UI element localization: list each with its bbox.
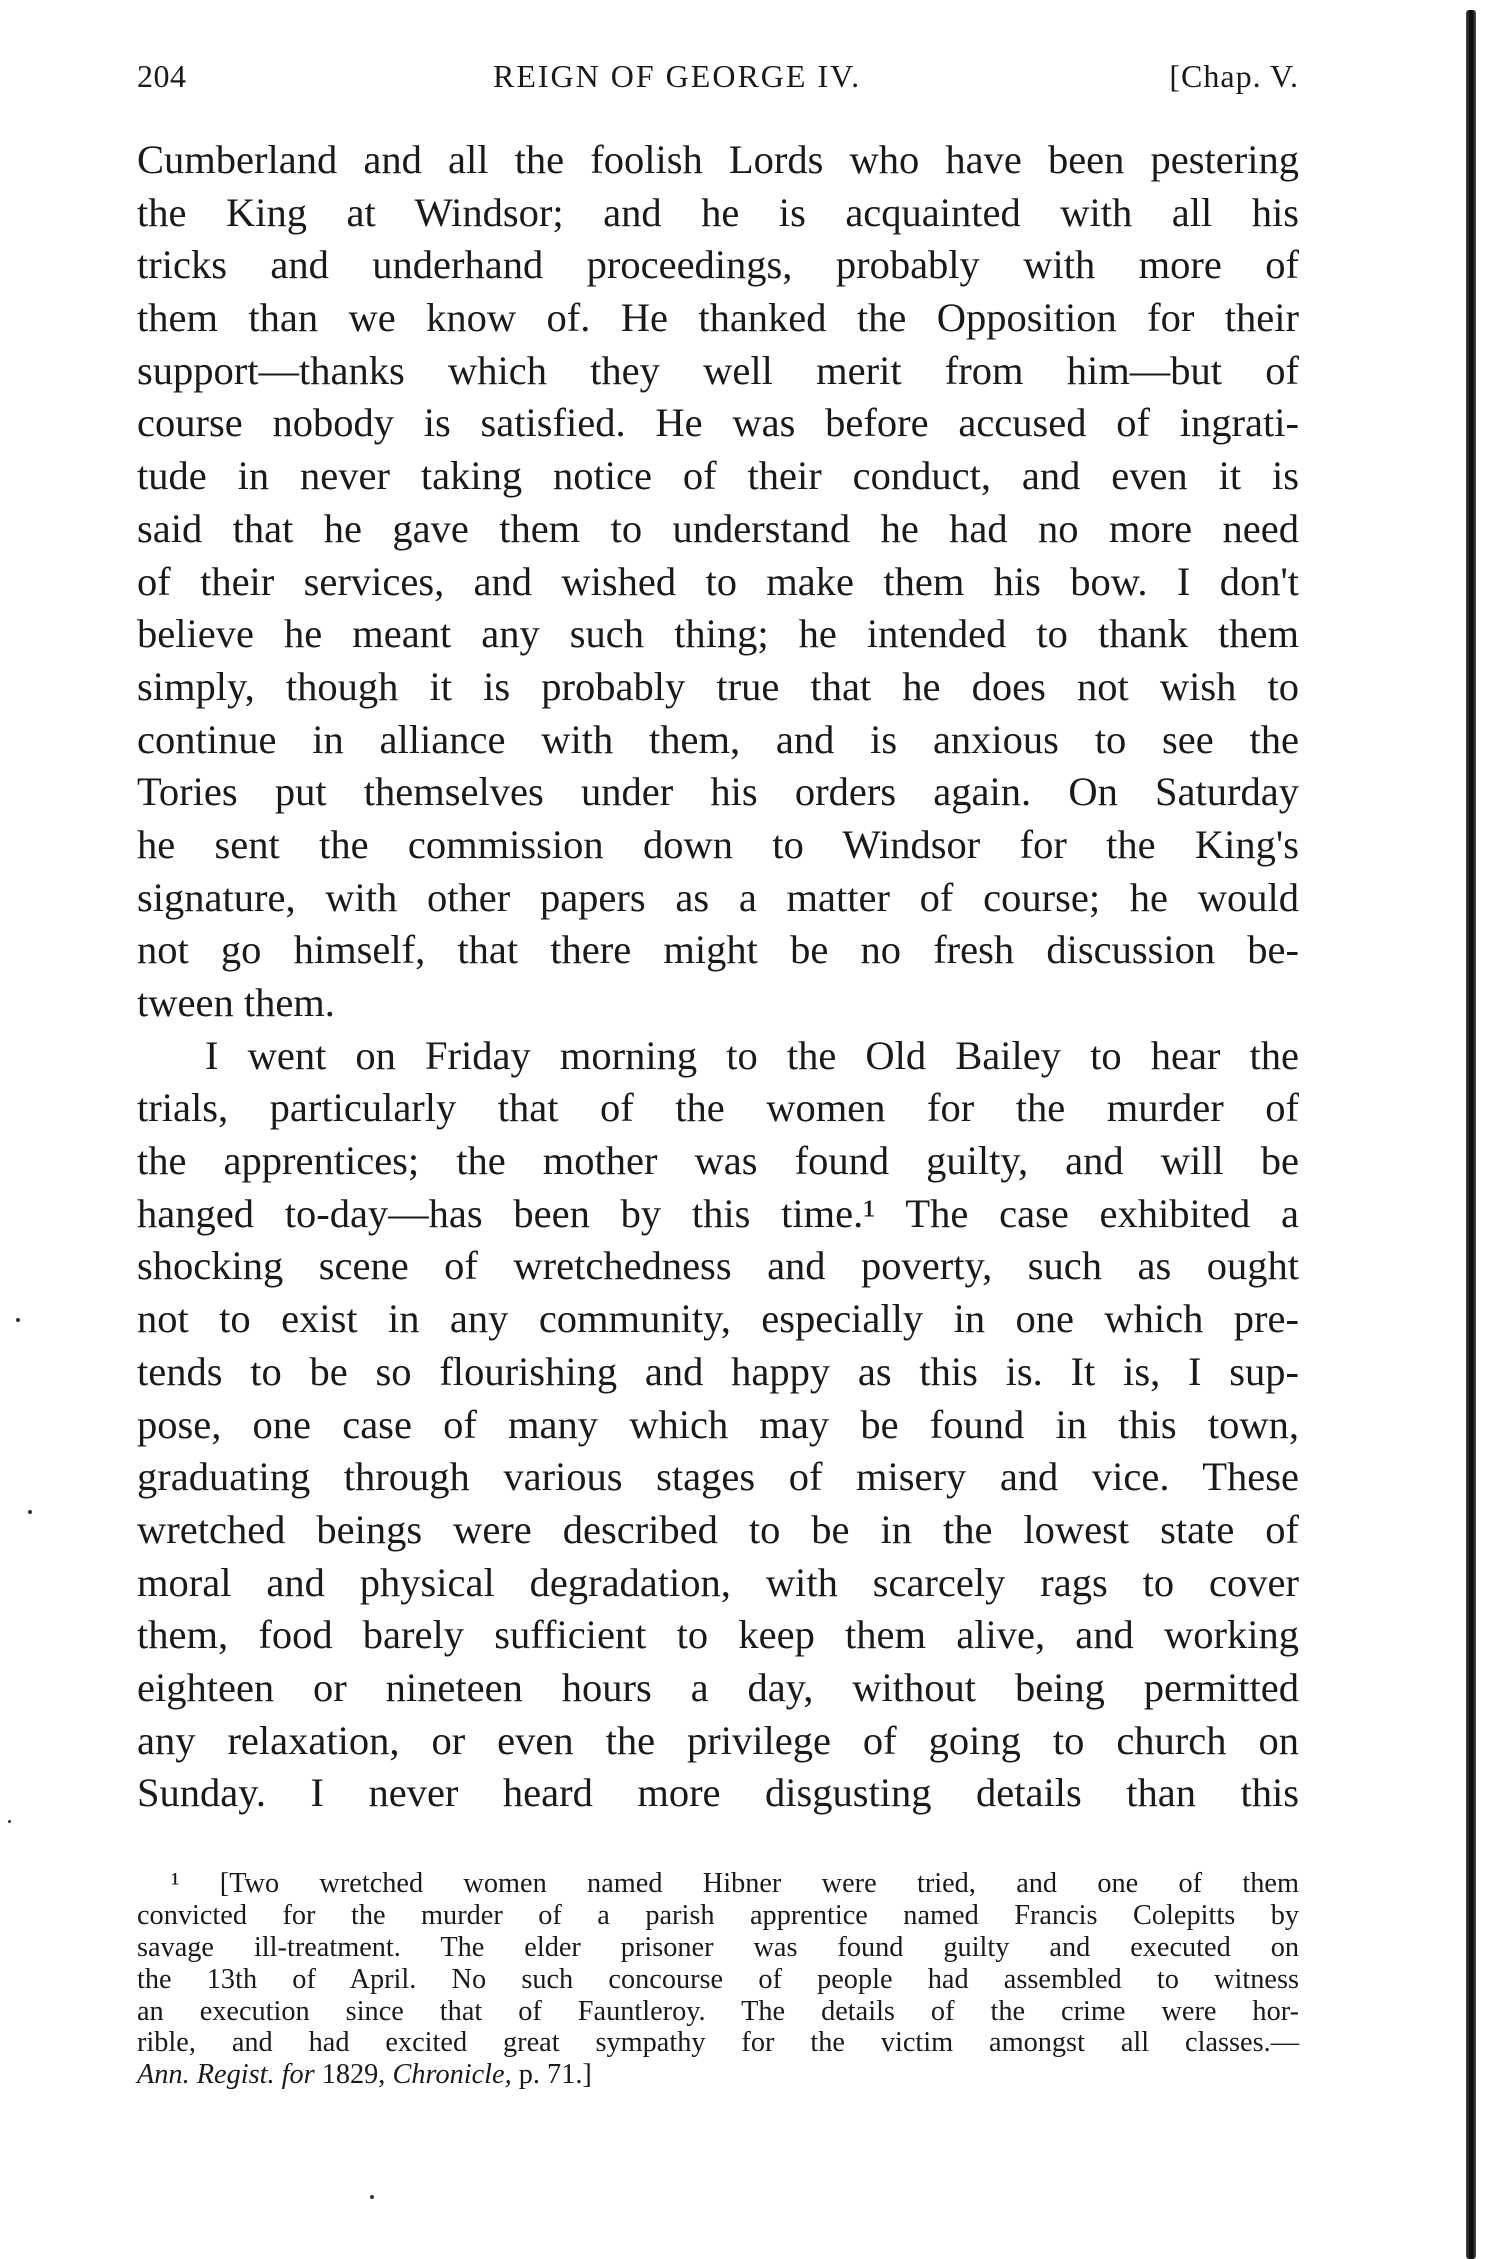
body-line: support—thanks which they well merit from him—but of xyxy=(137,347,1299,393)
body-line: not go himself, that there might be no fresh discussion be- xyxy=(137,927,1299,973)
page-number: 204 xyxy=(137,58,187,94)
body-line: them than we know of. He thanked the Opposition for their xyxy=(137,295,1299,341)
body-line: graduating through various stages of misery and vice. These xyxy=(137,1454,1299,1500)
ink-speck xyxy=(370,2195,374,2199)
body-line: pose, one case of many which may be found in this town, xyxy=(137,1401,1299,1447)
body-line: tween them. xyxy=(137,980,335,1025)
ink-speck xyxy=(28,1510,32,1514)
citation-section: Chronicle, xyxy=(392,2059,512,2091)
body-line: the apprentices; the mother was found guilty, and will be xyxy=(137,1138,1299,1184)
body-line: he sent the commission down to Windsor for the King's xyxy=(137,821,1299,867)
body-line: tends to be so flourishing and happy as this is. It is, I sup- xyxy=(137,1348,1299,1394)
footnote-line: an execution since that of Fauntleroy. The details of the crime were hor- xyxy=(137,1995,1299,2027)
body-line: course nobody is satisfied. He was before accused of ingrati- xyxy=(137,400,1299,446)
binding-edge xyxy=(1466,10,1476,2259)
citation-source: Ann. Regist. for xyxy=(137,2059,315,2091)
body-line: hanged to-day—has been by this time.¹ The case exhibited a xyxy=(137,1190,1299,1236)
body-line: Sunday. I never heard more disgusting details than this xyxy=(137,1770,1299,1816)
footnote-line: the 13th of April. No such concourse of people had assembled to witness xyxy=(137,1963,1299,1995)
footnote-line: convicted for the murder of a parish apprentice named Francis Colepitts by xyxy=(137,1899,1299,1931)
body-line: I went on Friday morning to the Old Bailey to hear the xyxy=(205,1032,1299,1078)
footnote xyxy=(137,1868,1299,2091)
body-line: the King at Windsor; and he is acquainted with all his xyxy=(137,189,1299,235)
chapter-label: [Chap. V. xyxy=(1169,58,1299,94)
citation-page: p. 71.] xyxy=(511,2059,592,2091)
body-line: believe he meant any such thing; he intended to thank them xyxy=(137,611,1299,657)
footnote-line: ¹ [Two wretched women named Hibner were tried, and one of them xyxy=(171,1868,1299,1899)
body-line: wretched beings were described to be in the lowest state of xyxy=(137,1506,1299,1552)
body-line: simply, though it is probably true that he does not wish to xyxy=(137,663,1299,709)
body-line: of their services, and wished to make them his bow. I don't xyxy=(137,558,1299,604)
running-title: REIGN OF GEORGE IV. xyxy=(493,58,862,94)
body-line: signature, with other papers as a matter of course; he would xyxy=(137,874,1299,920)
footnote-line: savage ill-treatment. The elder prisoner was found guilty and executed on xyxy=(137,1931,1299,1963)
body-line: said that he gave them to understand he had no more need xyxy=(137,505,1299,551)
body-line: any relaxation, or even the privilege of going to church on xyxy=(137,1717,1299,1763)
footnote-line: rible, and had excited great sympathy for the victim amongst all classes.— xyxy=(137,2027,1299,2059)
ink-speck xyxy=(8,1820,11,1823)
body-line: continue in alliance with them, and is anxious to see the xyxy=(137,716,1299,762)
body-line: eighteen or nineteen hours a day, without being permitted xyxy=(137,1664,1299,1710)
body-line: not to exist in any community, especially in one which pre- xyxy=(137,1296,1299,1342)
body-text xyxy=(137,134,1299,1820)
body-line: shocking scene of wretchedness and poverty, such as ought xyxy=(137,1243,1299,1289)
body-line: Cumberland and all the foolish Lords who have been pestering xyxy=(137,137,1299,182)
body-line: moral and physical degradation, with scarcely rags to cover xyxy=(137,1559,1299,1605)
body-line: tricks and underhand proceedings, probably with more of xyxy=(137,242,1299,288)
body-line: Tories put themselves under his orders again. On Saturday xyxy=(137,769,1299,815)
body-line: tude in never taking notice of their conduct, and even it is xyxy=(137,453,1299,499)
footnote-citation xyxy=(137,2059,1299,2091)
citation-year: 1829, xyxy=(314,2059,393,2091)
body-line: them, food barely sufficient to keep them alive, and working xyxy=(137,1612,1299,1658)
ink-speck xyxy=(16,1318,20,1322)
running-head xyxy=(137,58,1299,108)
body-line: trials, particularly that of the women for the murder of xyxy=(137,1085,1299,1131)
